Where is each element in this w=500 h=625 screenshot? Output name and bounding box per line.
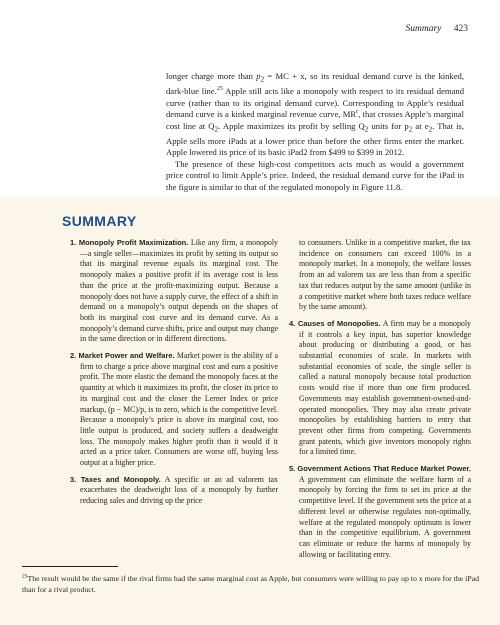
footnote: $^{25}$The result would be the same if the rival firms had the same marginal cost as Apple, but consumers were willing to pay up to x more for the iPad than for a rival product. bbox=[22, 573, 480, 594]
footnote-ref: 25 bbox=[216, 86, 223, 93]
summary-column-right bbox=[289, 238, 471, 566]
running-header-section: Summary bbox=[405, 24, 442, 34]
summary-item-continuation: to consumers. Unlike in a competitive market, the tax incidence on consumers can exceed 100% in a monopoly market. In a monopoly, the welfare losses from an ad valorem tax are less than from a specific tax that reduces output by the same amount (unlike in a competitive market where both taxes reduce welfare by the same amount). bbox=[299, 238, 471, 312]
intro-paragraph-1: longer charge more than $p_2$ = MC + x, so its residual demand curve is the kinked, dark-blue line.$^{25}$ Apple still acts like a monopoly with respect to its residual demand curve (rather than to its original demand curve). Corresponding to Apple’s residual demand curve is a kinked marginal revenue curve, $MR^r$, that crosses Apple’s marginal cost line at $Q_2$. Apple maximizes its profit by selling $Q_2$ units for $p_2$ at $e_2$. That is, Apple sells more iPads at a lower price than before the other firms enter the market. Apple lowered its price of its basic iPad2 from $499 to $399 in 2012. bbox=[166, 71, 464, 158]
summary-item: 3. Taxes and Monopoly. A specific or an ad valorem tax exacerbates the deadweight loss of a monopoly by further reducing sales and driving up the price bbox=[70, 474, 278, 506]
running-header bbox=[405, 24, 468, 34]
summary-item: 4. Causes of Monopolies. A firm may be a monopoly if it controls a key input, has superior knowledge about producing or distributing a good, or has substantial economies of scale. In markets with substantial economies of scale, the single seller is called a natural monopoly because total production costs would rise if more than one firm produced. Governments may establish government-owned-and-operated monopolies. They may also create private monopolies by establishing barriers to entry that prevent other firms from competing. Governments grant patents, which give inventors monopoly rights for a limited time. bbox=[289, 318, 471, 457]
summary-heading: SUMMARY bbox=[62, 213, 137, 229]
page-number: 423 bbox=[453, 24, 468, 34]
summary-item: 2. Market Power and Welfare. Market power is the ability of a firm to charge a price above marginal cost and earn a positive profit. The more elastic the demand the monopoly faces at the quantity at which it maximizes its profit, the closer its price to its marginal cost and the closer the Lerner Index or price markup, (p − MC)/p, is to zero, which is the competitive level. Because a monopoly’s price is above its marginal cost, too little output is produced, and society suffers a deadweight loss. The monopoly makes higher profit than it would if it acted as a price taker. Consumers are worse off, buying less output at a higher price. bbox=[70, 351, 278, 468]
intro-text bbox=[166, 71, 464, 193]
footnote-mark: 25 bbox=[22, 573, 28, 580]
summary-item: 5. Government Actions That Reduce Market Power. A government can eliminate the welfare harm of a monopoly by forcing the firm to set its price at the competitive level. If the government sets the price at a different level or otherwise regulates non-optimally, welfare at the regulated monopoly optimum is lower than in the competitive equilibrium. A government can eliminate or reduce the harms of monopoly by allowing or facilitating entry. bbox=[289, 464, 471, 559]
summary-item: 1. Monopoly Profit Maximization. Like any firm, a monopoly—a single seller—maximizes its profit by setting its output so that its marginal revenue equals its marginal cost. The monopoly makes a positive profit if its average cost is less than the price at the profit-maximizing output. Because a monopoly does not have a supply curve, the effect of a shift in demand on a monopoly’s output depends on the shapes of both its marginal cost curve and its demand curve. As a monopoly’s demand curve shifts, price and output may change in the same direction or in different directions. bbox=[70, 238, 278, 344]
summary-column-left bbox=[70, 238, 278, 513]
intro-paragraph-2: The presence of these high-cost competitors acts much as would a government price control to limit Apple’s price. Indeed, the residual demand curve for the iPad in the figure is similar to that of the regulated monopoly in Figure 11.8. bbox=[166, 158, 464, 192]
footnote-rule bbox=[22, 566, 118, 567]
